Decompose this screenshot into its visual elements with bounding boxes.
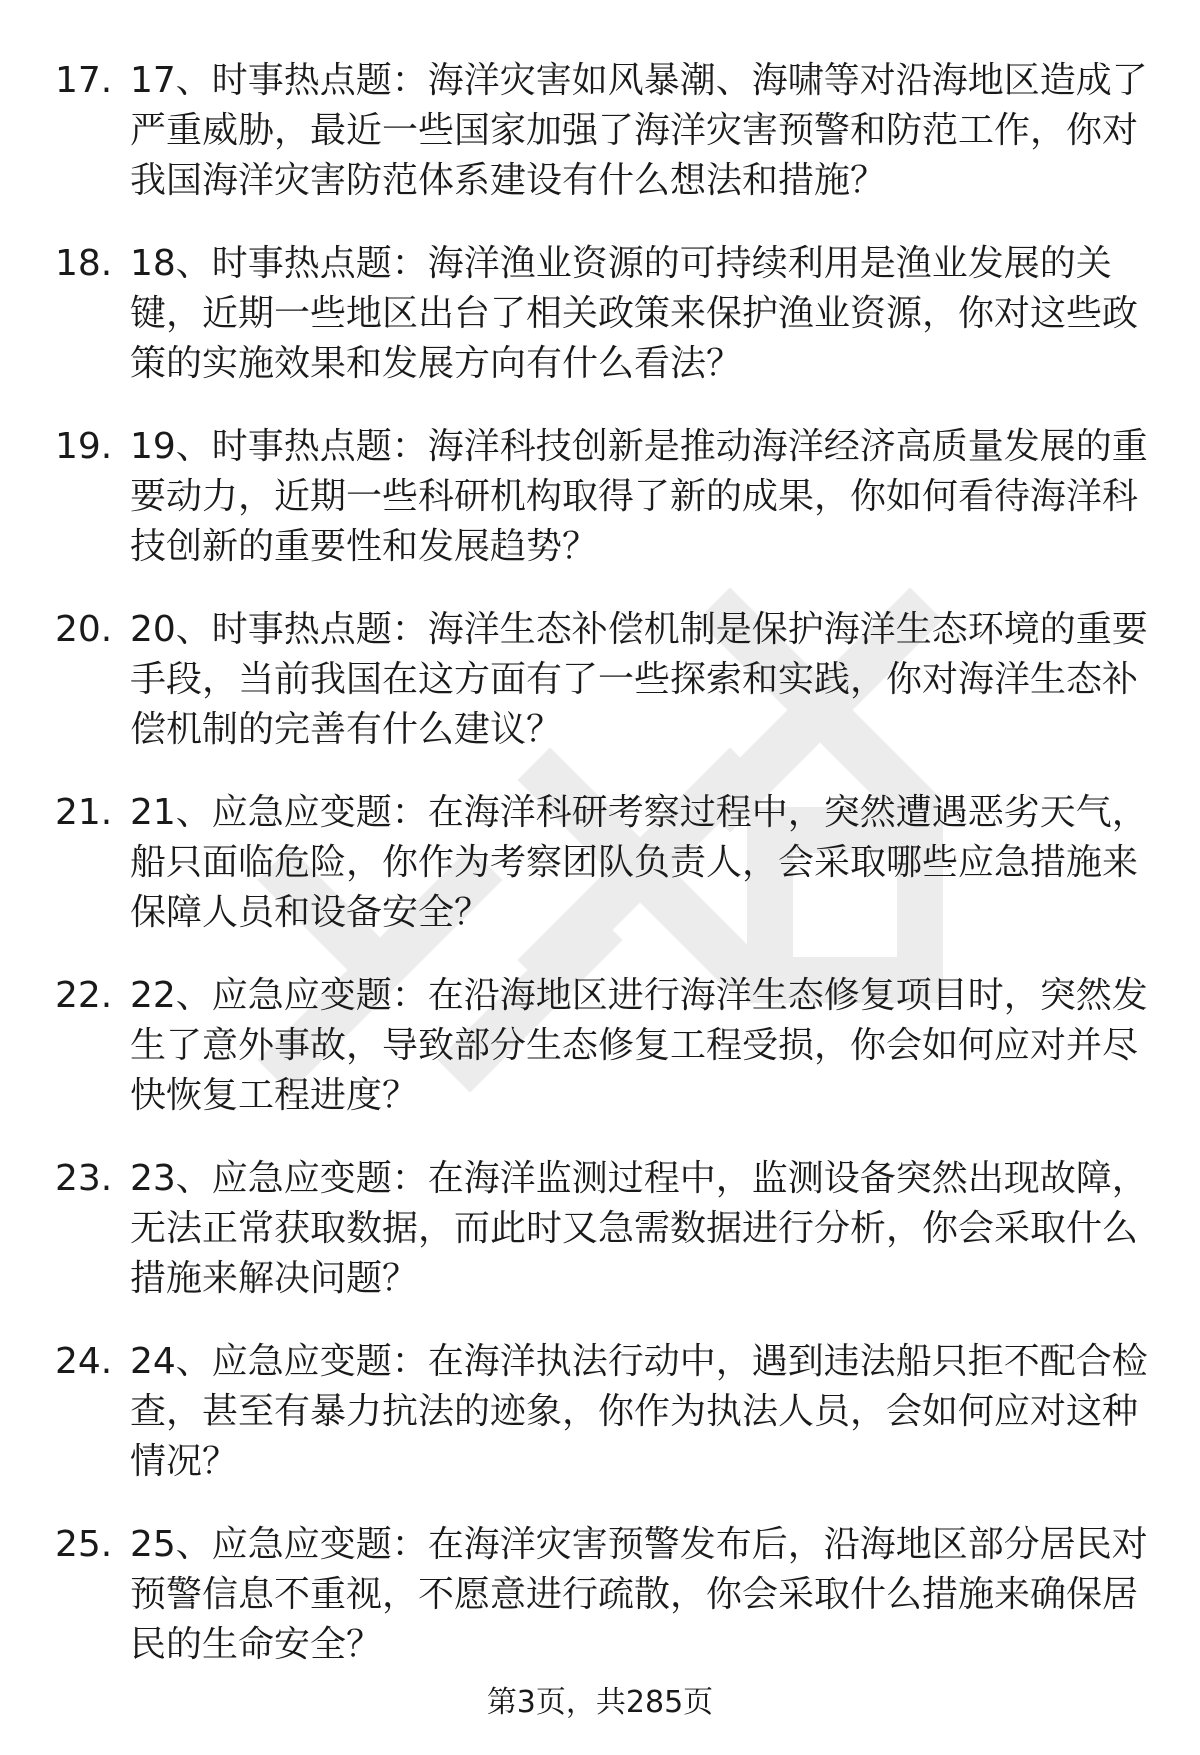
question-list [0, 56, 1200, 1703]
question-item-25 [0, 1520, 1200, 1670]
page-footer [0, 1683, 1200, 1723]
question-number: 20. [55, 609, 113, 650]
question-item-24 [0, 1337, 1200, 1487]
question-number: 24. [55, 1341, 113, 1382]
question-text: 23、应急应变题：在海洋监测过程中，监测设备突然出现故障， 无法正常获取数据，而此时又急需数据进行分析，你会采取什么 措施来解决问题？ [130, 1158, 1148, 1299]
question-item-22 [0, 971, 1200, 1121]
question-number: 18. [55, 243, 113, 284]
question-item-19 [0, 422, 1200, 572]
question-number: 21. [55, 792, 113, 833]
page-indicator: 第3页，共285页 [486, 1685, 714, 1720]
question-text: 25、应急应变题：在海洋灾害预警发布后，沿海地区部分居民对 预警信息不重视，不愿意进行疏散，你会采取什么措施来确保居 民的生命安全？ [130, 1524, 1148, 1665]
question-text: 24、应急应变题：在海洋执法行动中，遇到违法船只拒不配合检 查，甚至有暴力抗法的迹象，你作为执法人员，会如何应对这种 情况？ [130, 1341, 1148, 1482]
question-text: 20、时事热点题：海洋生态补偿机制是保护海洋生态环境的重要 手段，当前我国在这方面有了一些探索和实践，你对海洋生态补 偿机制的完善有什么建议？ [130, 609, 1148, 750]
question-number: 19. [55, 426, 113, 467]
question-item-17 [0, 56, 1200, 206]
question-number: 22. [55, 975, 113, 1016]
question-item-20 [0, 605, 1200, 755]
question-item-21 [0, 788, 1200, 938]
question-text: 19、时事热点题：海洋科技创新是推动海洋经济高质量发展的重 要动力，近期一些科研机构取得了新的成果，你如何看待海洋科 技创新的重要性和发展趋势？ [130, 426, 1148, 567]
question-number: 17. [55, 60, 113, 101]
question-text: 18、时事热点题：海洋渔业资源的可持续利用是渔业发展的关 键，近期一些地区出台了相关政策来保护渔业资源，你对这些政 策的实施效果和发展方向有什么看法？ [130, 243, 1139, 384]
question-number: 25. [55, 1524, 113, 1565]
question-text: 21、应急应变题：在海洋科研考察过程中，突然遭遇恶劣天气， 船只面临危险，你作为考察团队负责人，会采取哪些应急措施来 保障人员和设备安全？ [130, 792, 1148, 933]
question-item-18 [0, 239, 1200, 389]
question-text: 22、应急应变题：在沿海地区进行海洋生态修复项目时，突然发 生了意外事故，导致部分生态修复工程受损，你会如何应对并尽 快恢复工程进度？ [130, 975, 1148, 1116]
question-number: 23. [55, 1158, 113, 1199]
question-item-23 [0, 1154, 1200, 1304]
question-text: 17、时事热点题：海洋灾害如风暴潮、海啸等对沿海地区造成了 严重威胁，最近一些国家加强了海洋灾害预警和防范工作，你对 我国海洋灾害防范体系建设有什么想法和措施？ [130, 60, 1148, 201]
